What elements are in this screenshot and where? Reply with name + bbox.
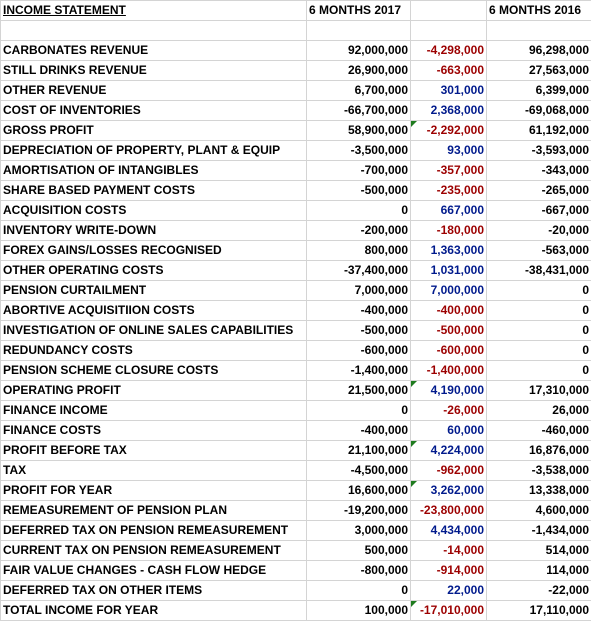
value-2017-cell[interactable]: 26,900,000 <box>307 61 411 81</box>
row-label[interactable]: CARBONATES REVENUE <box>1 41 307 61</box>
row-label[interactable]: PROFIT FOR YEAR <box>1 481 307 501</box>
value-2016-cell[interactable]: 0 <box>487 281 591 301</box>
value-2017-cell[interactable]: -66,700,000 <box>307 101 411 121</box>
difference-cell[interactable]: 667,000 <box>411 201 487 221</box>
difference-cell[interactable]: -14,000 <box>411 541 487 561</box>
value-2017-cell[interactable]: -700,000 <box>307 161 411 181</box>
difference-cell[interactable]: -2,292,000 <box>411 121 487 141</box>
value-2016-cell[interactable]: 0 <box>487 301 591 321</box>
row-label[interactable]: ABORTIVE ACQUISITIION COSTS <box>1 301 307 321</box>
row-label[interactable]: COST OF INVENTORIES <box>1 101 307 121</box>
difference-cell[interactable]: -663,000 <box>411 61 487 81</box>
table-row <box>1 501 591 521</box>
difference-cell[interactable]: -17,010,000 <box>411 601 487 621</box>
statement-rows <box>1 21 591 621</box>
header-row <box>1 1 591 21</box>
row-label[interactable]: STILL DRINKS REVENUE <box>1 61 307 81</box>
value-2016-cell[interactable]: -20,000 <box>487 221 591 241</box>
value-2017-cell[interactable]: -1,400,000 <box>307 361 411 381</box>
value-2016-cell[interactable]: -3,593,000 <box>487 141 591 161</box>
value-2016-cell[interactable]: 6,399,000 <box>487 81 591 101</box>
table-row <box>1 21 591 41</box>
value-2017-cell[interactable]: 3,000,000 <box>307 521 411 541</box>
row-label[interactable]: TAX <box>1 461 307 481</box>
statement-title[interactable]: INCOME STATEMENT <box>1 1 307 21</box>
difference-cell[interactable]: -500,000 <box>411 321 487 341</box>
value-2017-cell[interactable]: 7,000,000 <box>307 281 411 301</box>
value-2016-cell[interactable]: 0 <box>487 361 591 381</box>
value-2016-cell[interactable]: -343,000 <box>487 161 591 181</box>
row-label[interactable]: DEFERRED TAX ON PENSION REMEASUREMENT <box>1 521 307 541</box>
value-2017-cell[interactable] <box>307 21 411 41</box>
value-2016-cell[interactable]: 0 <box>487 321 591 341</box>
row-label[interactable]: FINANCE INCOME <box>1 401 307 421</box>
table-row <box>1 361 591 381</box>
value-2016-cell[interactable]: -22,000 <box>487 581 591 601</box>
table-row <box>1 601 591 621</box>
difference-cell[interactable]: -914,000 <box>411 561 487 581</box>
table-row <box>1 221 591 241</box>
row-label[interactable]: ACQUISITION COSTS <box>1 201 307 221</box>
difference-cell[interactable]: -600,000 <box>411 341 487 361</box>
row-label[interactable]: OTHER OPERATING COSTS <box>1 261 307 281</box>
value-2017-cell[interactable]: -200,000 <box>307 221 411 241</box>
value-2016-cell[interactable]: 13,338,000 <box>487 481 591 501</box>
row-label[interactable]: PROFIT BEFORE TAX <box>1 441 307 461</box>
row-label[interactable]: REMEASUREMENT OF PENSION PLAN <box>1 501 307 521</box>
table-row <box>1 381 591 401</box>
value-2017-cell[interactable]: 21,100,000 <box>307 441 411 461</box>
value-2017-cell[interactable]: -4,500,000 <box>307 461 411 481</box>
row-label[interactable]: FINANCE COSTS <box>1 421 307 441</box>
table-row <box>1 121 591 141</box>
column-header-2017[interactable]: 6 MONTHS 2017 <box>307 1 411 21</box>
column-header-difference[interactable] <box>411 1 487 21</box>
table-row <box>1 401 591 421</box>
value-2017-cell[interactable]: -37,400,000 <box>307 261 411 281</box>
value-2017-cell[interactable]: 0 <box>307 401 411 421</box>
value-2017-cell[interactable]: 100,000 <box>307 601 411 621</box>
row-label[interactable]: TOTAL INCOME FOR YEAR <box>1 601 307 621</box>
value-2016-cell[interactable] <box>487 21 591 41</box>
row-label[interactable]: REDUNDANCY COSTS <box>1 341 307 361</box>
table-row <box>1 441 591 461</box>
difference-cell[interactable]: -4,298,000 <box>411 41 487 61</box>
row-label[interactable]: FOREX GAINS/LOSSES RECOGNISED <box>1 241 307 261</box>
difference-cell[interactable]: 4,190,000 <box>411 381 487 401</box>
value-2017-cell[interactable]: 500,000 <box>307 541 411 561</box>
difference-cell[interactable]: 1,031,000 <box>411 261 487 281</box>
value-2017-cell[interactable]: 92,000,000 <box>307 41 411 61</box>
row-label[interactable]: SHARE BASED PAYMENT COSTS <box>1 181 307 201</box>
row-label[interactable]: OTHER REVENUE <box>1 81 307 101</box>
table-row <box>1 241 591 261</box>
difference-cell[interactable]: 4,434,000 <box>411 521 487 541</box>
value-2017-cell[interactable]: 6,700,000 <box>307 81 411 101</box>
value-2017-cell[interactable]: 800,000 <box>307 241 411 261</box>
table-row <box>1 41 591 61</box>
value-2016-cell[interactable]: -667,000 <box>487 201 591 221</box>
difference-cell[interactable]: 22,000 <box>411 581 487 601</box>
difference-cell[interactable]: 60,000 <box>411 421 487 441</box>
table-row <box>1 281 591 301</box>
row-label[interactable]: INVESTIGATION OF ONLINE SALES CAPABILITIES <box>1 321 307 341</box>
value-2016-cell[interactable]: -563,000 <box>487 241 591 261</box>
table-row <box>1 341 591 361</box>
difference-cell[interactable]: 7,000,000 <box>411 281 487 301</box>
table-row <box>1 201 591 221</box>
row-label[interactable]: FAIR VALUE CHANGES - CASH FLOW HEDGE <box>1 561 307 581</box>
difference-cell[interactable]: 4,224,000 <box>411 441 487 461</box>
difference-cell[interactable]: 1,363,000 <box>411 241 487 261</box>
table-row <box>1 521 591 541</box>
value-2017-cell[interactable]: -800,000 <box>307 561 411 581</box>
difference-cell[interactable]: 93,000 <box>411 141 487 161</box>
table-row <box>1 181 591 201</box>
value-2016-cell[interactable]: 61,192,000 <box>487 121 591 141</box>
value-2016-cell[interactable]: 27,563,000 <box>487 61 591 81</box>
table-row <box>1 81 591 101</box>
table-row <box>1 321 591 341</box>
value-2016-cell[interactable]: 0 <box>487 341 591 361</box>
value-2016-cell[interactable]: -69,068,000 <box>487 101 591 121</box>
value-2017-cell[interactable]: 21,500,000 <box>307 381 411 401</box>
difference-cell[interactable]: -357,000 <box>411 161 487 181</box>
table-row <box>1 421 591 441</box>
value-2017-cell[interactable]: -19,200,000 <box>307 501 411 521</box>
difference-cell[interactable]: 2,368,000 <box>411 101 487 121</box>
difference-cell[interactable]: -180,000 <box>411 221 487 241</box>
row-label[interactable]: GROSS PROFIT <box>1 121 307 141</box>
table-row <box>1 301 591 321</box>
table-row <box>1 141 591 161</box>
difference-cell[interactable]: -26,000 <box>411 401 487 421</box>
row-label[interactable]: DEPRECIATION OF PROPERTY, PLANT & EQUIP <box>1 141 307 161</box>
value-2016-cell[interactable]: -38,431,000 <box>487 261 591 281</box>
column-header-2016[interactable]: 6 MONTHS 2016 <box>487 1 591 21</box>
table-row <box>1 261 591 281</box>
table-row <box>1 581 591 601</box>
value-2016-cell[interactable]: 96,298,000 <box>487 41 591 61</box>
table-row <box>1 61 591 81</box>
value-2017-cell[interactable]: -400,000 <box>307 301 411 321</box>
row-label[interactable]: PENSION SCHEME CLOSURE COSTS <box>1 361 307 381</box>
difference-cell[interactable]: -400,000 <box>411 301 487 321</box>
difference-cell[interactable]: -962,000 <box>411 461 487 481</box>
value-2017-cell[interactable]: -400,000 <box>307 421 411 441</box>
row-label[interactable]: DEFERRED TAX ON OTHER ITEMS <box>1 581 307 601</box>
value-2017-cell[interactable]: -600,000 <box>307 341 411 361</box>
value-2017-cell[interactable]: 16,600,000 <box>307 481 411 501</box>
value-2016-cell[interactable]: 17,110,000 <box>487 601 591 621</box>
value-2016-cell[interactable]: -1,434,000 <box>487 521 591 541</box>
difference-cell[interactable] <box>411 21 487 41</box>
table-row <box>1 481 591 501</box>
value-2016-cell[interactable]: 114,000 <box>487 561 591 581</box>
difference-cell[interactable]: -23,800,000 <box>411 501 487 521</box>
value-2017-cell[interactable]: 0 <box>307 201 411 221</box>
row-label[interactable]: INVENTORY WRITE-DOWN <box>1 221 307 241</box>
value-2017-cell[interactable]: 58,900,000 <box>307 121 411 141</box>
difference-cell[interactable]: 301,000 <box>411 81 487 101</box>
difference-cell[interactable]: -1,400,000 <box>411 361 487 381</box>
difference-cell[interactable]: 3,262,000 <box>411 481 487 501</box>
value-2017-cell[interactable]: -500,000 <box>307 181 411 201</box>
row-label[interactable]: CURRENT TAX ON PENSION REMEASUREMENT <box>1 541 307 561</box>
value-2016-cell[interactable]: 514,000 <box>487 541 591 561</box>
table-row <box>1 461 591 481</box>
row-label[interactable]: AMORTISATION OF INTANGIBLES <box>1 161 307 181</box>
table-row <box>1 541 591 561</box>
value-2016-cell[interactable]: 4,600,000 <box>487 501 591 521</box>
row-label[interactable]: OPERATING PROFIT <box>1 381 307 401</box>
value-2017-cell[interactable]: 0 <box>307 581 411 601</box>
row-label[interactable]: PENSION CURTAILMENT <box>1 281 307 301</box>
value-2016-cell[interactable]: -3,538,000 <box>487 461 591 481</box>
value-2016-cell[interactable]: 17,310,000 <box>487 381 591 401</box>
difference-cell[interactable]: -235,000 <box>411 181 487 201</box>
value-2016-cell[interactable]: 26,000 <box>487 401 591 421</box>
value-2016-cell[interactable]: 16,876,000 <box>487 441 591 461</box>
value-2016-cell[interactable]: -460,000 <box>487 421 591 441</box>
value-2017-cell[interactable]: -500,000 <box>307 321 411 341</box>
row-label[interactable] <box>1 21 307 41</box>
table-row <box>1 561 591 581</box>
table-row <box>1 161 591 181</box>
table-row <box>1 101 591 121</box>
value-2017-cell[interactable]: -3,500,000 <box>307 141 411 161</box>
value-2016-cell[interactable]: -265,000 <box>487 181 591 201</box>
